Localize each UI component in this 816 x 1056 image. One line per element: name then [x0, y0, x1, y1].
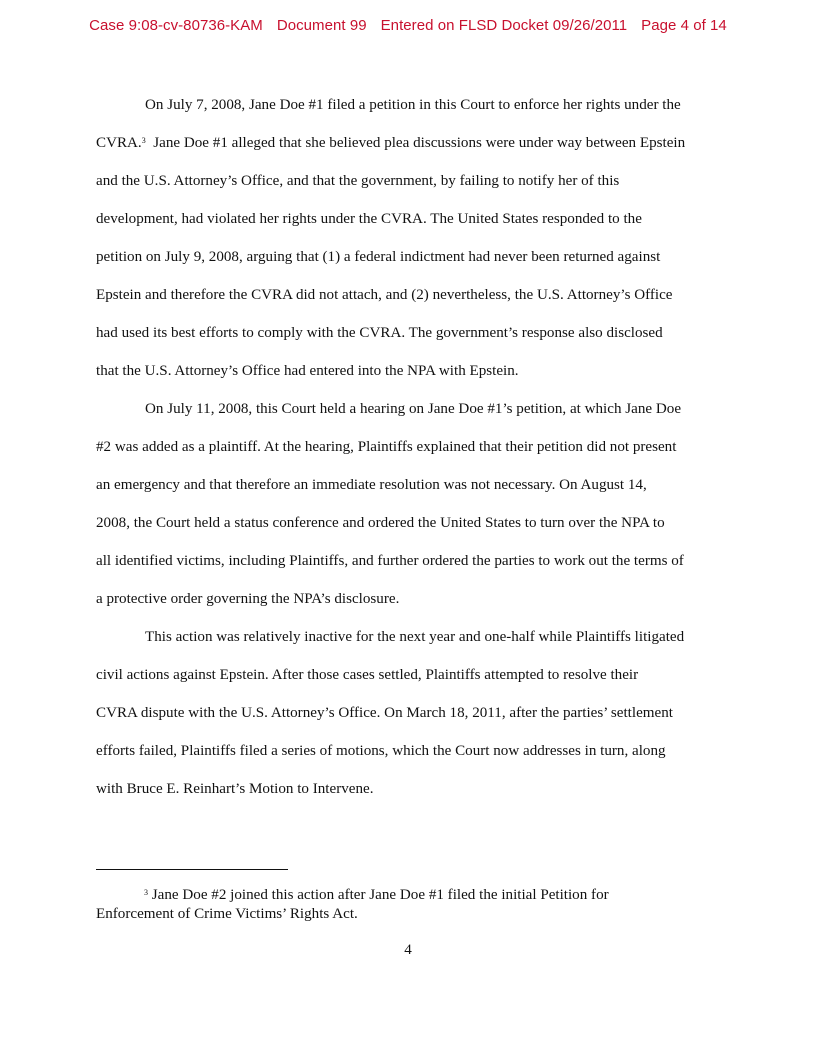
- paragraph-line: development, had violated her rights under the CVRA. The United States responded to the: [96, 211, 642, 227]
- footnote-text: Jane Doe #2 joined this action after Jane Doe #1 filed the initial Petition for: [148, 887, 609, 903]
- footnote-separator: [96, 869, 288, 870]
- footnote-marker: 3: [144, 888, 148, 897]
- footnote-line: [144, 886, 609, 904]
- paragraph-line: an emergency and that therefore an immediate resolution was not necessary. On August 14,: [96, 477, 647, 493]
- footnote-line: Enforcement of Crime Victims’ Rights Act.: [96, 906, 358, 922]
- paragraph-line: efforts failed, Plaintiffs filed a series of motions, which the Court now addresses in turn, along: [96, 743, 666, 759]
- paragraph-line: [96, 134, 685, 152]
- paragraph-line: had used its best efforts to comply with the CVRA. The government’s response also disclosed: [96, 325, 663, 341]
- paragraph-line: 2008, the Court held a status conference and ordered the United States to turn over the NPA to: [96, 515, 665, 531]
- page-number: 4: [404, 942, 412, 958]
- paragraph-line: #2 was added as a plaintiff. At the hearing, Plaintiffs explained that their petition did not present: [96, 439, 677, 455]
- paragraph-text: Jane Doe #1 alleged that she believed plea discussions were under way between Epstein: [145, 135, 686, 151]
- paragraph-line: CVRA dispute with the U.S. Attorney’s Office. On March 18, 2011, after the parties’ settlement: [96, 705, 673, 721]
- paragraph-line: petition on July 9, 2008, arguing that (1) a federal indictment had never been returned against: [96, 249, 661, 265]
- paragraph-line: civil actions against Epstein. After those cases settled, Plaintiffs attempted to resolve their: [96, 667, 639, 683]
- paragraph-line: with Bruce E. Reinhart’s Motion to Intervene.: [96, 781, 374, 797]
- paragraph-line: a protective order governing the NPA’s disclosure.: [96, 591, 400, 607]
- docket-entry-date: Entered on FLSD Docket 09/26/2011: [380, 17, 628, 34]
- paragraph-text: CVRA.: [96, 135, 142, 151]
- document-number: Document 99: [276, 17, 367, 34]
- case-number: Case 9:08-cv-80736-KAM: [89, 17, 263, 34]
- page-indicator: Page 4 of 14: [641, 17, 727, 34]
- paragraph-line: that the U.S. Attorney’s Office had entered into the NPA with Epstein.: [96, 363, 519, 379]
- paragraph-line: Epstein and therefore the CVRA did not attach, and (2) nevertheless, the U.S. Attorney’s Office: [96, 287, 673, 303]
- paragraph-line: all identified victims, including Plaintiffs, and further ordered the parties to work out the terms of: [96, 553, 684, 569]
- paragraph-line: On July 7, 2008, Jane Doe #1 filed a petition in this Court to enforce her rights under the: [145, 97, 681, 113]
- paragraph-line: and the U.S. Attorney’s Office, and that the government, by failing to notify her of this: [96, 173, 620, 189]
- docket-header: [0, 17, 816, 34]
- paragraph-line: On July 11, 2008, this Court held a hearing on Jane Doe #1’s petition, at which Jane Doe: [145, 401, 682, 417]
- footnote-reference: 3: [141, 136, 146, 145]
- paragraph-line: This action was relatively inactive for the next year and one-half while Plaintiffs litigated: [145, 629, 685, 645]
